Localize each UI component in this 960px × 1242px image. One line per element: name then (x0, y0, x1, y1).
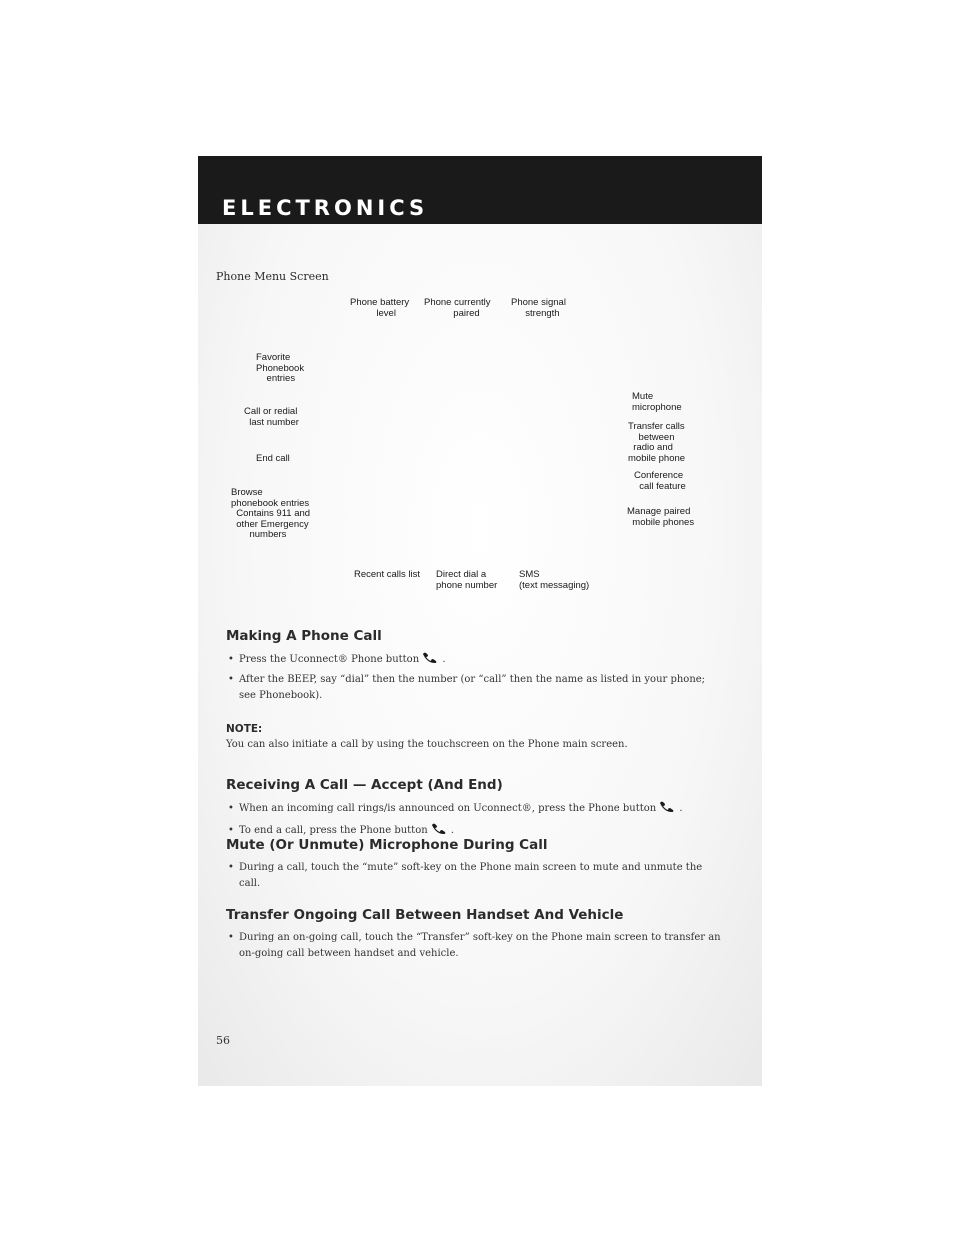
callout-conference: Conference call feature (634, 470, 686, 492)
callout-browse: Browse phonebook entries Contains 911 and other Emergency numbers (231, 487, 311, 540)
bullet-incoming: • When an incoming call rings/is announced on Uconnect®, press the Phone button . (228, 803, 683, 814)
callout-paired: Phone currently paired (424, 297, 491, 319)
callout-signal: Phone signal strength (511, 297, 566, 319)
bullet-mute: • During a call, touch the “mute” soft-key on the Phone main screen to mute and unmute the call. (228, 862, 703, 889)
callout-sms: SMS (text messaging) (519, 569, 590, 591)
callout-end-call: End call (256, 453, 290, 464)
heading-receiving-call: Receiving A Call — Accept (And End) (226, 777, 503, 793)
figure-caption: Phone Menu Screen (216, 270, 329, 283)
bullet-end-call: • To end a call, press the Phone button . (228, 825, 455, 836)
callout-manage: Manage paired mobile phones (627, 506, 695, 528)
bullet-text: Press the Uconnect® Phone button (239, 654, 420, 665)
callout-mute: Mute microphone (632, 391, 682, 413)
note-text: You can also initiate a call by using the touchscreen on the Phone main screen. (226, 739, 628, 750)
bullet-press-phone: • Press the Uconnect® Phone button . (228, 654, 446, 665)
page-number: 56 (216, 1034, 230, 1047)
callout-battery: Phone battery level (350, 297, 410, 319)
bullet-transfer: • During an on-going call, touch the “Transfer” soft-key on the Phone main screen to transfer an on-going call between handset and vehicle. (228, 932, 721, 959)
bullet-after-beep: • After the BEEP, say “dial” then the number (or “call” then the name as listed in your phone; see Phonebook). (228, 674, 706, 701)
callout-direct-dial: Direct dial a phone number (436, 569, 498, 591)
callout-redial: Call or redial last number (244, 406, 299, 428)
heading-making-call: Making A Phone Call (226, 628, 382, 644)
callout-favorite: Favorite Phonebook entries (256, 352, 305, 384)
header-band (198, 156, 762, 224)
bullet-text: To end a call, press the Phone button (239, 825, 428, 836)
heading-transfer: Transfer Ongoing Call Between Handset And Vehicle (226, 907, 624, 923)
phone-icon (430, 823, 448, 835)
phone-icon (421, 652, 439, 664)
heading-mute: Mute (Or Unmute) Microphone During Call (226, 837, 548, 853)
note-label: NOTE: (226, 723, 263, 735)
phone-icon (658, 801, 676, 813)
callout-transfer: Transfer calls between radio and mobile phone (628, 421, 686, 464)
bullet-text: When an incoming call rings/is announced on Uconnect®, press the Phone button (239, 803, 657, 814)
callout-recent: Recent calls list (354, 569, 420, 580)
section-title: ELECTRONICS (222, 196, 429, 220)
manual-page (198, 156, 762, 1086)
